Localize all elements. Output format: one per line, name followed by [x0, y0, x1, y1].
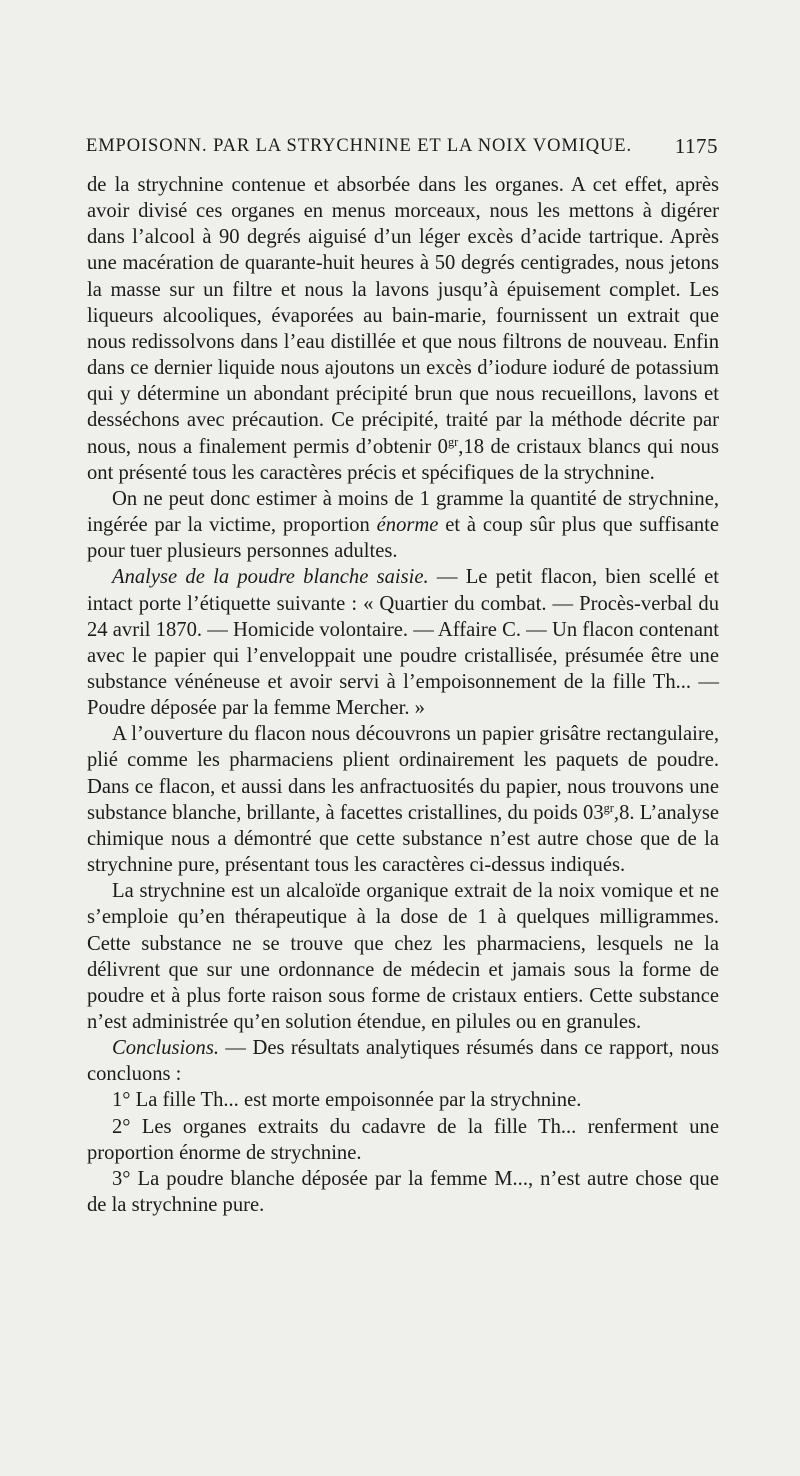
emphasis: énorme [376, 514, 439, 537]
paragraph: de la strychnine contenue et absorbée dans les organes. A cet effet, après avoir divisé ces organes en menus morceaux, nous les mettons à digérer dans l’alcool à 90 degrés aiguisé d’un léger excès d’acide tartrique. Après une macération de quarante-huit heures à 50 degrés centigrades, nous jetons la masse sur un filtre et nous la lavons jusqu’à épuisement complet. Les liqueurs alcooliques, évaporées au bain-marie, fournissent un extrait que nous redissolvons dans l’eau distillée et que nous filtrons de nouveau. Enfin dans ce dernier liquide nous ajoutons un excès d’iodure ioduré de potassium qui y détermine un abondant précipité brun que nous recueillons, lavons et desséchons avec précaution. Ce précipité, traité par la méthode décrite par nous, nous a finalement permis d’obtenir $0^{gr},18$ de cristaux blancs qui nous ont présenté tous les caractères précis et spécifiques de la strychnine. [87, 174, 719, 484]
conclusion-item: 3° La poudre blanche déposée par la femme M..., n’est autre chose que de la strychnine pure. [87, 1167, 719, 1217]
paragraph: A l’ouverture du flacon nous découvrons un papier grisâtre rectangulaire, plié comme les pharmaciens plient ordinairement les paquets de poudre. Dans ce flacon, et aussi dans les anfractuosités du papier, nous trouvons une substance blanche, brillante, à facettes cristallines, du poids $03^{gr},8$. L’analyse chimique nous a démontré que cette substance n’est autre chose que de la strychnine pure, présentant tous les caractères ci-dessus indiqués. [87, 723, 719, 877]
paragraph: Analyse de la poudre blanche saisie. — Le petit flacon, bien scellé et intact porte l’étiquette suivante : « Quartier du combat. — Procès-verbal du 24 avril 1870. — Homicide volontaire. — Affaire C. — Un flacon contenant avec le papier qui l’enveloppait une poudre cristallisée, présumée être une substance vénéneuse et avoir servi à l’empoisonnement de la fille Th... — Poudre déposée par la femme Mercher. » [87, 566, 719, 720]
body-text [87, 172, 719, 1218]
page-number: 1175 [674, 134, 718, 158]
page-header [86, 132, 718, 160]
running-title: EMPOISONN. PAR LA STRYCHNINE ET LA NOIX VOMIQUE. [86, 136, 632, 156]
paragraph: La strychnine est un alcaloïde organique extrait de la noix vomique et ne s’emploie qu’en thérapeutique à la dose de 1 à quelques milligrammes. Cette substance ne se trouve que chez les pharmaciens, lesquels ne la délivrent que sur une ordonnance de médecin et jamais sous la forme de poudre et à plus forte raison sous forme de cristaux entiers. Cette substance n’est administrée qu’en solution étendue, en pilules ou en granules. [87, 880, 719, 1033]
conclusion-item: 1° La fille Th... est morte empoisonnée par la strychnine. [112, 1089, 582, 1112]
conclusion-item: 2° Les organes extraits du cadavre de la fille Th... renferment une proportion énorme de strychnine. [87, 1115, 719, 1164]
section-heading: Analyse de la poudre blanche saisie. [112, 566, 429, 589]
section-heading: Conclusions. [112, 1037, 219, 1060]
paragraph: On ne peut donc estimer à moins de 1 gramme la quantité de strychnine, ingérée par la victime, proportion énorme et à coup sûr plus que suffisante pour tuer plusieurs personnes adultes. [87, 487, 719, 563]
paragraph: Conclusions. — Des résultats analytiques résumés dans ce rapport, nous concluons : [87, 1037, 719, 1086]
